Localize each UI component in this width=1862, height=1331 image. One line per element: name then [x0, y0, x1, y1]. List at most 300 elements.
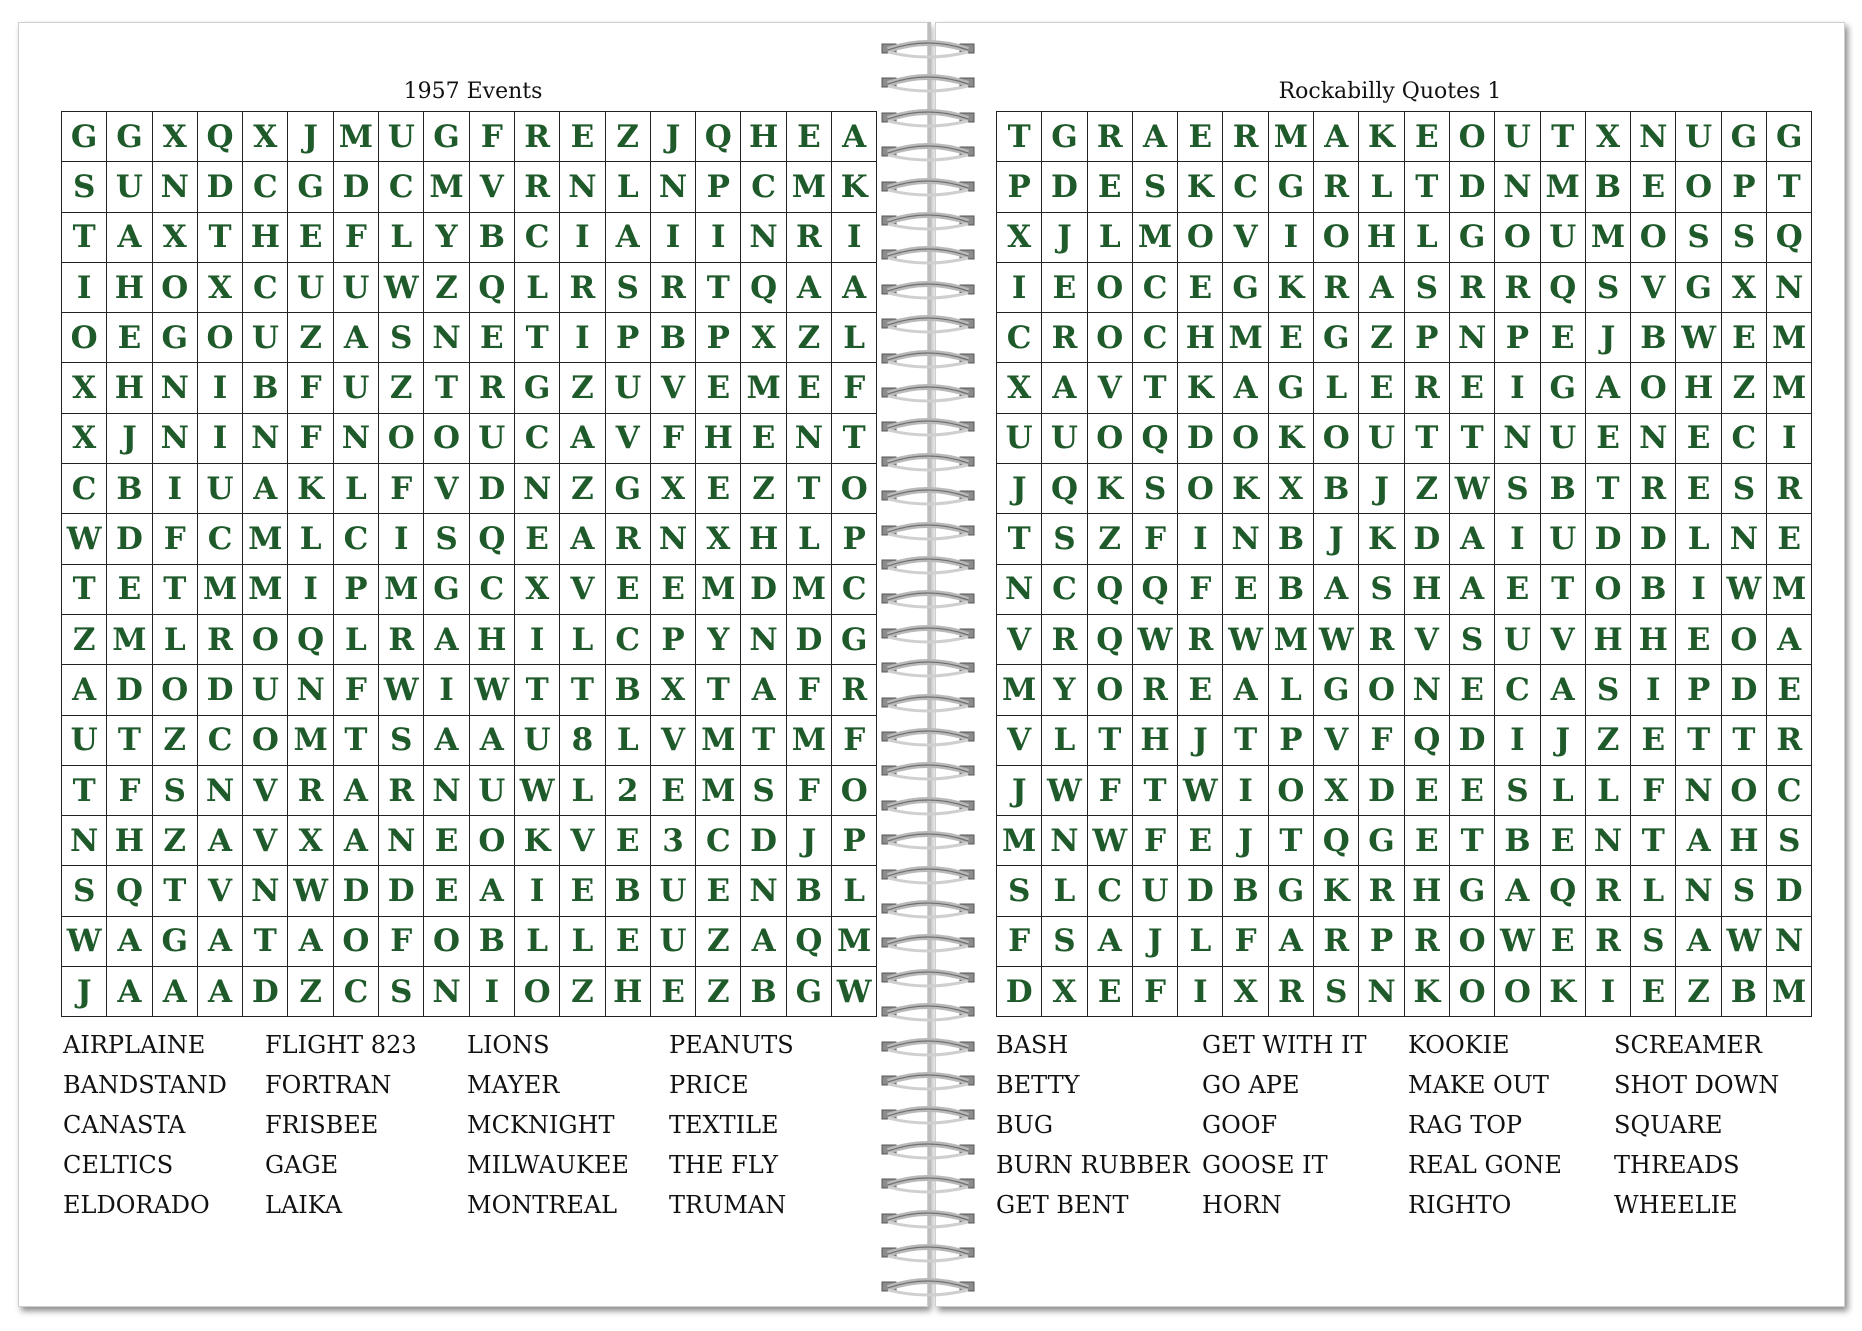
grid-cell[interactable]: T	[1450, 414, 1495, 464]
grid-cell[interactable]: V	[651, 363, 696, 413]
grid-cell[interactable]: G	[1223, 263, 1268, 313]
grid-cell[interactable]: V	[1088, 363, 1133, 413]
grid-cell[interactable]: D	[470, 464, 515, 514]
grid-cell[interactable]: V	[651, 716, 696, 766]
grid-cell[interactable]: W	[288, 866, 333, 916]
grid-cell[interactable]: N	[741, 615, 786, 665]
grid-cell[interactable]: N	[1495, 414, 1540, 464]
grid-cell[interactable]: S	[379, 716, 424, 766]
grid-cell[interactable]: R	[1223, 112, 1268, 162]
grid-cell[interactable]: A	[1767, 615, 1812, 665]
grid-cell[interactable]: L	[515, 263, 560, 313]
grid-cell[interactable]: T	[1676, 716, 1721, 766]
grid-cell[interactable]: E	[1541, 917, 1586, 967]
grid-cell[interactable]: D	[379, 866, 424, 916]
grid-cell[interactable]: D	[741, 816, 786, 866]
grid-cell[interactable]: E	[651, 565, 696, 615]
grid-cell[interactable]: N	[198, 766, 243, 816]
grid-cell[interactable]: X	[997, 213, 1042, 263]
grid-cell[interactable]: R	[379, 615, 424, 665]
grid-cell[interactable]: U	[515, 716, 560, 766]
grid-cell[interactable]: N	[243, 866, 288, 916]
grid-cell[interactable]: S	[1495, 464, 1540, 514]
grid-cell[interactable]: T	[334, 716, 379, 766]
grid-cell[interactable]: E	[1541, 816, 1586, 866]
grid-cell[interactable]: G	[107, 112, 152, 162]
grid-cell[interactable]: L	[1178, 917, 1223, 967]
grid-cell[interactable]: N	[1495, 162, 1540, 212]
grid-cell[interactable]: N	[560, 162, 605, 212]
grid-cell[interactable]: W	[1133, 615, 1178, 665]
grid-cell[interactable]: F	[288, 363, 333, 413]
grid-cell[interactable]: A	[1450, 514, 1495, 564]
grid-cell[interactable]: Z	[288, 313, 333, 363]
grid-cell[interactable]: P	[832, 514, 877, 564]
grid-cell[interactable]: R	[198, 615, 243, 665]
grid-cell[interactable]: Q	[1541, 263, 1586, 313]
grid-cell[interactable]: O	[1223, 414, 1268, 464]
grid-cell[interactable]: L	[606, 716, 651, 766]
grid-cell[interactable]: C	[1223, 162, 1268, 212]
grid-cell[interactable]: O	[1586, 565, 1631, 615]
grid-cell[interactable]: X	[1586, 112, 1631, 162]
grid-cell[interactable]: E	[741, 414, 786, 464]
grid-cell[interactable]: P	[606, 313, 651, 363]
grid-cell[interactable]: I	[696, 213, 741, 263]
grid-cell[interactable]: A	[107, 213, 152, 263]
grid-cell[interactable]: H	[1631, 615, 1676, 665]
grid-cell[interactable]: A	[334, 766, 379, 816]
grid-cell[interactable]: R	[1088, 112, 1133, 162]
grid-cell[interactable]: V	[1541, 615, 1586, 665]
grid-cell[interactable]: C	[379, 162, 424, 212]
grid-cell[interactable]: Q	[1314, 816, 1359, 866]
grid-cell[interactable]: R	[1269, 967, 1314, 1017]
grid-cell[interactable]: N	[651, 162, 696, 212]
grid-cell[interactable]: N	[424, 967, 469, 1017]
grid-cell[interactable]: G	[787, 967, 832, 1017]
grid-cell[interactable]: N	[1405, 665, 1450, 715]
grid-cell[interactable]: 3	[651, 816, 696, 866]
grid-cell[interactable]: S	[1722, 866, 1767, 916]
grid-cell[interactable]: 2	[606, 766, 651, 816]
grid-cell[interactable]: A	[832, 112, 877, 162]
grid-cell[interactable]: B	[1631, 313, 1676, 363]
grid-cell[interactable]: C	[334, 967, 379, 1017]
grid-cell[interactable]: G	[1541, 363, 1586, 413]
grid-cell[interactable]: L	[560, 917, 605, 967]
grid-cell[interactable]: K	[1178, 162, 1223, 212]
grid-cell[interactable]: N	[515, 464, 560, 514]
grid-cell[interactable]: M	[997, 816, 1042, 866]
grid-cell[interactable]: M	[288, 716, 333, 766]
grid-cell[interactable]: E	[1405, 112, 1450, 162]
grid-cell[interactable]: T	[153, 565, 198, 615]
grid-cell[interactable]: W	[1314, 615, 1359, 665]
grid-cell[interactable]: O	[1722, 766, 1767, 816]
grid-cell[interactable]: A	[334, 816, 379, 866]
grid-cell[interactable]: R	[832, 665, 877, 715]
grid-cell[interactable]: J	[1586, 313, 1631, 363]
grid-cell[interactable]: P	[1495, 313, 1540, 363]
grid-cell[interactable]: O	[198, 313, 243, 363]
grid-cell[interactable]: U	[1541, 414, 1586, 464]
grid-cell[interactable]: M	[1767, 363, 1812, 413]
grid-cell[interactable]: V	[198, 866, 243, 916]
grid-cell[interactable]: F	[153, 514, 198, 564]
grid-cell[interactable]: T	[1405, 414, 1450, 464]
grid-cell[interactable]: K	[832, 162, 877, 212]
grid-cell[interactable]: I	[560, 313, 605, 363]
grid-cell[interactable]: E	[1495, 565, 1540, 615]
grid-cell[interactable]: K	[515, 816, 560, 866]
grid-cell[interactable]: S	[153, 766, 198, 816]
grid-cell[interactable]: S	[379, 967, 424, 1017]
grid-cell[interactable]: O	[1359, 665, 1404, 715]
grid-cell[interactable]: H	[470, 615, 515, 665]
grid-cell[interactable]: M	[696, 716, 741, 766]
grid-cell[interactable]: U	[997, 414, 1042, 464]
grid-cell[interactable]: M	[198, 565, 243, 615]
grid-cell[interactable]: D	[787, 615, 832, 665]
grid-cell[interactable]: C	[696, 816, 741, 866]
grid-cell[interactable]: S	[1495, 766, 1540, 816]
grid-cell[interactable]: A	[198, 917, 243, 967]
grid-cell[interactable]: V	[997, 615, 1042, 665]
grid-cell[interactable]: O	[1631, 213, 1676, 263]
grid-cell[interactable]: I	[997, 263, 1042, 313]
grid-cell[interactable]: X	[1722, 263, 1767, 313]
grid-cell[interactable]: E	[696, 464, 741, 514]
grid-cell[interactable]: K	[1269, 414, 1314, 464]
grid-cell[interactable]: M	[1586, 213, 1631, 263]
grid-cell[interactable]: E	[1586, 414, 1631, 464]
grid-cell[interactable]: L	[606, 162, 651, 212]
grid-cell[interactable]: W	[1722, 565, 1767, 615]
grid-cell[interactable]: L	[515, 917, 560, 967]
grid-cell[interactable]: S	[606, 263, 651, 313]
grid-cell[interactable]: A	[424, 716, 469, 766]
grid-cell[interactable]: X	[1223, 967, 1268, 1017]
grid-cell[interactable]: D	[198, 665, 243, 715]
grid-cell[interactable]: R	[379, 766, 424, 816]
grid-cell[interactable]: B	[243, 363, 288, 413]
grid-cell[interactable]: N	[741, 866, 786, 916]
grid-cell[interactable]: R	[787, 213, 832, 263]
grid-cell[interactable]: S	[1314, 967, 1359, 1017]
grid-cell[interactable]: G	[1269, 162, 1314, 212]
grid-cell[interactable]: E	[1359, 363, 1404, 413]
grid-cell[interactable]: Q	[470, 514, 515, 564]
grid-cell[interactable]: X	[153, 213, 198, 263]
grid-cell[interactable]: O	[1676, 162, 1721, 212]
grid-cell[interactable]: L	[1405, 213, 1450, 263]
grid-cell[interactable]: O	[424, 917, 469, 967]
grid-cell[interactable]: S	[1586, 263, 1631, 313]
grid-cell[interactable]: O	[1178, 213, 1223, 263]
grid-cell[interactable]: E	[1178, 816, 1223, 866]
grid-cell[interactable]: R	[1450, 263, 1495, 313]
grid-cell[interactable]: J	[1042, 213, 1087, 263]
grid-cell[interactable]: O	[1722, 615, 1767, 665]
grid-cell[interactable]: M	[424, 162, 469, 212]
grid-cell[interactable]: U	[1042, 414, 1087, 464]
grid-cell[interactable]: K	[288, 464, 333, 514]
grid-cell[interactable]: W	[1722, 917, 1767, 967]
grid-cell[interactable]: A	[288, 917, 333, 967]
grid-cell[interactable]: R	[1314, 917, 1359, 967]
grid-cell[interactable]: B	[1722, 967, 1767, 1017]
grid-cell[interactable]: M	[1269, 615, 1314, 665]
grid-cell[interactable]: T	[1541, 112, 1586, 162]
grid-cell[interactable]: G	[424, 565, 469, 615]
grid-cell[interactable]: V	[1631, 263, 1676, 313]
grid-cell[interactable]: R	[1042, 615, 1087, 665]
grid-cell[interactable]: Z	[153, 716, 198, 766]
grid-cell[interactable]: B	[787, 866, 832, 916]
grid-cell[interactable]: I	[1767, 414, 1812, 464]
grid-cell[interactable]: M	[1767, 967, 1812, 1017]
grid-cell[interactable]: I	[153, 464, 198, 514]
grid-cell[interactable]: F	[832, 363, 877, 413]
grid-cell[interactable]: V	[424, 464, 469, 514]
grid-cell[interactable]: P	[1405, 313, 1450, 363]
grid-cell[interactable]: A	[1314, 112, 1359, 162]
grid-cell[interactable]: A	[1359, 263, 1404, 313]
grid-cell[interactable]: E	[651, 766, 696, 816]
grid-cell[interactable]: C	[832, 565, 877, 615]
grid-cell[interactable]: T	[1767, 162, 1812, 212]
grid-cell[interactable]: I	[1495, 363, 1540, 413]
grid-cell[interactable]: W	[379, 263, 424, 313]
grid-cell[interactable]: F	[832, 716, 877, 766]
grid-cell[interactable]: T	[515, 313, 560, 363]
grid-cell[interactable]: T	[1631, 816, 1676, 866]
grid-cell[interactable]: E	[1178, 665, 1223, 715]
grid-cell[interactable]: F	[1133, 816, 1178, 866]
grid-cell[interactable]: N	[334, 414, 379, 464]
grid-cell[interactable]: B	[1223, 866, 1268, 916]
grid-cell[interactable]: K	[1359, 514, 1404, 564]
grid-cell[interactable]: E	[560, 112, 605, 162]
grid-cell[interactable]: I	[1495, 514, 1540, 564]
grid-cell[interactable]: O	[1088, 414, 1133, 464]
grid-cell[interactable]: E	[787, 363, 832, 413]
grid-cell[interactable]: T	[741, 716, 786, 766]
grid-cell[interactable]: E	[1676, 414, 1721, 464]
grid-cell[interactable]: D	[243, 967, 288, 1017]
grid-cell[interactable]: A	[424, 615, 469, 665]
grid-cell[interactable]: Q	[1541, 866, 1586, 916]
grid-cell[interactable]: T	[153, 866, 198, 916]
grid-cell[interactable]: I	[832, 213, 877, 263]
grid-cell[interactable]: M	[334, 112, 379, 162]
grid-cell[interactable]: A	[741, 665, 786, 715]
grid-cell[interactable]: N	[1042, 816, 1087, 866]
grid-cell[interactable]: Q	[1088, 615, 1133, 665]
grid-cell[interactable]: L	[1541, 766, 1586, 816]
grid-cell[interactable]: T	[1722, 716, 1767, 766]
grid-cell[interactable]: N	[1450, 313, 1495, 363]
grid-cell[interactable]: P	[696, 162, 741, 212]
grid-cell[interactable]: B	[1314, 464, 1359, 514]
grid-cell[interactable]: U	[1676, 112, 1721, 162]
grid-cell[interactable]: J	[1178, 716, 1223, 766]
grid-cell[interactable]: Q	[696, 112, 741, 162]
grid-cell[interactable]: V	[1223, 213, 1268, 263]
grid-cell[interactable]: L	[560, 615, 605, 665]
grid-cell[interactable]: A	[243, 464, 288, 514]
grid-cell[interactable]: M	[1133, 213, 1178, 263]
grid-cell[interactable]: T	[560, 665, 605, 715]
grid-cell[interactable]: X	[1269, 464, 1314, 514]
grid-cell[interactable]: S	[1133, 464, 1178, 514]
grid-cell[interactable]: U	[1541, 514, 1586, 564]
grid-cell[interactable]: T	[696, 263, 741, 313]
grid-cell[interactable]: R	[606, 514, 651, 564]
grid-cell[interactable]: A	[560, 514, 605, 564]
grid-cell[interactable]: X	[515, 565, 560, 615]
grid-cell[interactable]: F	[1223, 917, 1268, 967]
grid-cell[interactable]: T	[107, 716, 152, 766]
grid-cell[interactable]: Z	[696, 967, 741, 1017]
grid-cell[interactable]: R	[1178, 615, 1223, 665]
grid-cell[interactable]: I	[470, 967, 515, 1017]
grid-cell[interactable]: L	[1269, 665, 1314, 715]
grid-cell[interactable]: O	[1314, 213, 1359, 263]
grid-cell[interactable]: O	[334, 917, 379, 967]
grid-cell[interactable]: B	[1495, 816, 1540, 866]
grid-cell[interactable]: C	[515, 414, 560, 464]
grid-cell[interactable]: E	[560, 866, 605, 916]
grid-cell[interactable]: E	[606, 917, 651, 967]
grid-cell[interactable]: C	[741, 162, 786, 212]
grid-cell[interactable]: I	[1223, 766, 1268, 816]
grid-cell[interactable]: W	[470, 665, 515, 715]
grid-cell[interactable]: P	[832, 816, 877, 866]
grid-cell[interactable]: Z	[1722, 363, 1767, 413]
grid-cell[interactable]: E	[1088, 967, 1133, 1017]
grid-cell[interactable]: V	[1405, 615, 1450, 665]
grid-cell[interactable]: X	[696, 514, 741, 564]
grid-cell[interactable]: E	[1631, 716, 1676, 766]
grid-cell[interactable]: O	[1178, 464, 1223, 514]
grid-cell[interactable]: A	[1133, 112, 1178, 162]
grid-cell[interactable]: U	[198, 464, 243, 514]
grid-cell[interactable]: G	[1450, 866, 1495, 916]
grid-cell[interactable]: E	[107, 565, 152, 615]
grid-cell[interactable]: E	[1722, 313, 1767, 363]
grid-cell[interactable]: O	[1269, 766, 1314, 816]
grid-cell[interactable]: N	[1767, 263, 1812, 313]
grid-cell[interactable]: E	[696, 866, 741, 916]
grid-cell[interactable]: A	[1541, 665, 1586, 715]
grid-cell[interactable]: Z	[288, 967, 333, 1017]
grid-cell[interactable]: P	[334, 565, 379, 615]
grid-cell[interactable]: S	[1767, 816, 1812, 866]
grid-cell[interactable]: A	[1088, 917, 1133, 967]
grid-cell[interactable]: G	[606, 464, 651, 514]
grid-cell[interactable]: W	[1088, 816, 1133, 866]
grid-cell[interactable]: X	[651, 665, 696, 715]
grid-cell[interactable]: C	[1042, 565, 1087, 615]
grid-cell[interactable]: N	[1767, 917, 1812, 967]
grid-cell[interactable]: H	[243, 213, 288, 263]
grid-cell[interactable]: R	[515, 162, 560, 212]
grid-cell[interactable]: X	[997, 363, 1042, 413]
grid-cell[interactable]: Z	[560, 363, 605, 413]
grid-cell[interactable]: Q	[1088, 565, 1133, 615]
grid-cell[interactable]: J	[1314, 514, 1359, 564]
grid-cell[interactable]: E	[1223, 565, 1268, 615]
grid-cell[interactable]: M	[1269, 112, 1314, 162]
grid-cell[interactable]: W	[1450, 464, 1495, 514]
grid-cell[interactable]: X	[288, 816, 333, 866]
grid-cell[interactable]: O	[153, 665, 198, 715]
grid-cell[interactable]: J	[997, 766, 1042, 816]
grid-cell[interactable]: S	[1676, 213, 1721, 263]
grid-cell[interactable]: A	[1450, 565, 1495, 615]
grid-cell[interactable]: F	[334, 213, 379, 263]
grid-cell[interactable]: A	[1586, 363, 1631, 413]
grid-cell[interactable]: A	[1676, 917, 1721, 967]
grid-cell[interactable]: Q	[741, 263, 786, 313]
grid-cell[interactable]: P	[1722, 162, 1767, 212]
grid-cell[interactable]: G	[1042, 112, 1087, 162]
grid-cell[interactable]: C	[243, 263, 288, 313]
grid-cell[interactable]: Z	[560, 967, 605, 1017]
grid-cell[interactable]: R	[1767, 716, 1812, 766]
grid-cell[interactable]: E	[107, 313, 152, 363]
grid-cell[interactable]: J	[787, 816, 832, 866]
grid-cell[interactable]: O	[1495, 213, 1540, 263]
grid-cell[interactable]: T	[1133, 363, 1178, 413]
grid-cell[interactable]: T	[62, 213, 107, 263]
grid-cell[interactable]: E	[1178, 112, 1223, 162]
grid-cell[interactable]: E	[1450, 363, 1495, 413]
grid-cell[interactable]: C	[470, 565, 515, 615]
grid-cell[interactable]: R	[1767, 464, 1812, 514]
grid-cell[interactable]: Z	[696, 917, 741, 967]
grid-cell[interactable]: J	[288, 112, 333, 162]
grid-cell[interactable]: S	[379, 313, 424, 363]
grid-cell[interactable]: T	[62, 565, 107, 615]
grid-cell[interactable]: I	[515, 866, 560, 916]
grid-cell[interactable]: C	[198, 716, 243, 766]
grid-cell[interactable]: T	[696, 665, 741, 715]
grid-cell[interactable]: P	[1359, 917, 1404, 967]
grid-cell[interactable]: G	[1722, 112, 1767, 162]
grid-cell[interactable]: D	[334, 866, 379, 916]
grid-cell[interactable]: Q	[198, 112, 243, 162]
grid-cell[interactable]: A	[107, 917, 152, 967]
grid-cell[interactable]: D	[1359, 766, 1404, 816]
grid-cell[interactable]: U	[243, 665, 288, 715]
grid-cell[interactable]: F	[379, 464, 424, 514]
grid-cell[interactable]: L	[288, 514, 333, 564]
grid-cell[interactable]: A	[198, 967, 243, 1017]
grid-cell[interactable]: R	[1314, 162, 1359, 212]
grid-cell[interactable]: C	[606, 615, 651, 665]
grid-cell[interactable]: U	[470, 766, 515, 816]
grid-cell[interactable]: B	[651, 313, 696, 363]
grid-cell[interactable]: A	[334, 313, 379, 363]
grid-cell[interactable]: G	[1269, 363, 1314, 413]
grid-cell[interactable]: U	[62, 716, 107, 766]
grid-cell[interactable]: F	[1133, 967, 1178, 1017]
grid-cell[interactable]: U	[334, 363, 379, 413]
grid-cell[interactable]: N	[1631, 414, 1676, 464]
